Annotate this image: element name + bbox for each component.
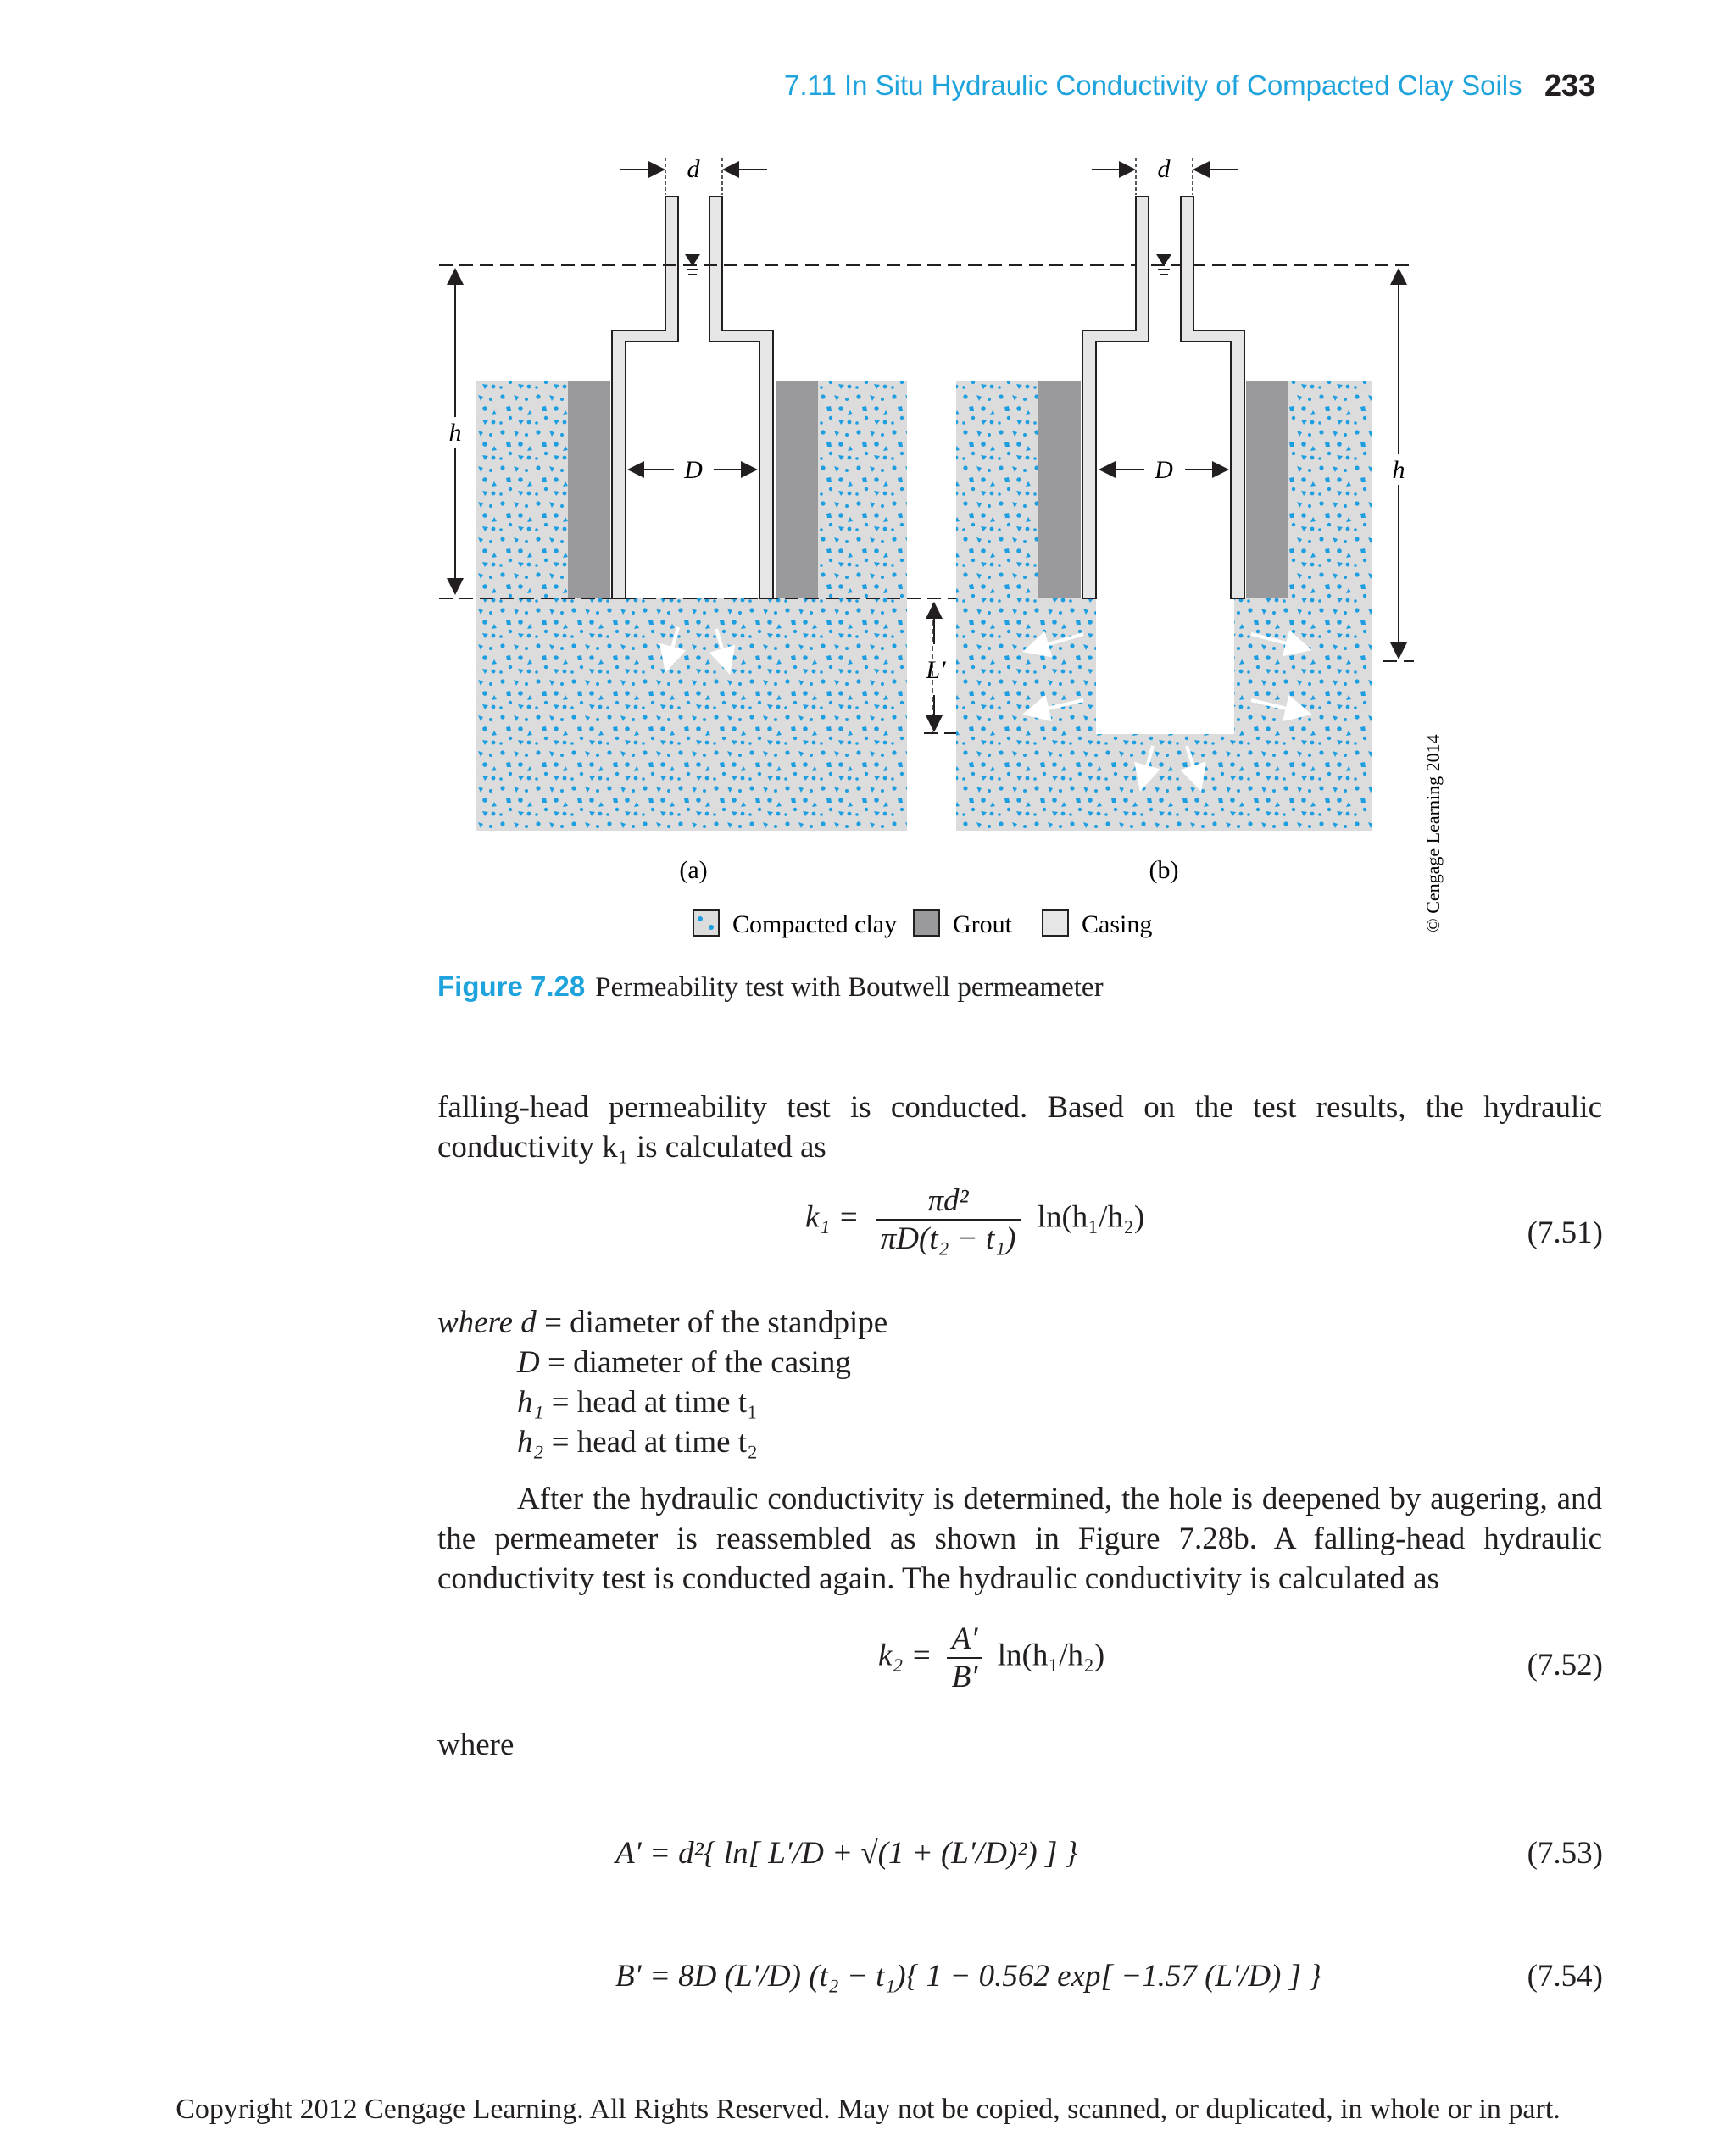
legend-casing: Casing [1082,910,1153,938]
def-symbol-D: D [517,1345,540,1380]
figure-legend [693,910,1152,938]
label-L-prime: L′ [926,656,946,684]
def-symbol-d: where d [437,1305,537,1340]
eq51-log-term: ln(h₁/h₂) [1037,1199,1145,1235]
def-symbol-h1: h₁ [517,1385,544,1420]
def-text-h1: = head at time t₁ [551,1385,758,1420]
label-h-left: h [448,419,462,447]
legend-grout: Grout [953,910,1012,938]
augered-hole-b [1096,598,1234,734]
eq52-lhs: k₂ = [878,1638,932,1673]
definition-D [517,1343,851,1382]
paragraph-1: falling-head permeability test is conducted. Based on the test results, the hydraulic conductivity k₁ is calculated as [437,1090,1602,1165]
equation-number-7-53: (7.53) [1527,1836,1603,1871]
equation-7-51 [805,1182,1144,1257]
eq51-lhs: k₁ = [805,1199,860,1235]
equation-number-7-51: (7.51) [1527,1215,1603,1250]
grout-a-left [568,381,610,598]
figure-number: Figure 7.28 [437,971,586,1002]
equation-7-53: A′ = d²{ ln[ L′/D + √(1 + (L′/D)²) ] } [615,1836,1078,1871]
panel-label-b: (b) [1149,856,1179,884]
equation-number-7-54: (7.54) [1527,1959,1603,1994]
paragraph-2: After the hydraulic conductivity is determined, the hole is deepened by augering, and the permeameter is reassembled as shown in Figure 7.28b. A falling-head hydraulic conductivity test is conducted again. The hydraulic conductivity is calculated as [437,1482,1602,1596]
panel-a-diagram [476,197,907,831]
eq52-denominator: B′ [951,1660,978,1694]
label-d-a: d [687,155,700,183]
def-symbol-h2: h₂ [517,1425,544,1460]
grout-a-right [776,381,818,598]
definition-h2 [517,1422,758,1462]
def-text-h2: = head at time t₂ [551,1425,758,1460]
where-label: where [437,1727,515,1762]
label-d-b: d [1157,155,1171,183]
label-D-b: D [1155,456,1173,484]
eq51-denominator: πD(t₂ − t₁) [880,1221,1016,1256]
legend-compacted-clay: Compacted clay [732,910,898,938]
page-number: 233 [1544,68,1596,103]
panel-label-a: (a) [679,856,708,884]
def-text-d: = diameter of the standpipe [544,1305,888,1340]
copyright-footer: Copyright 2012 Cengage Learning. All Rights Reserved. May not be copied, scanned, or duplicated, in whole or in part. [175,2094,1561,2125]
equation-7-54: B′ = 8D (L′/D) (t₂ − t₁){ 1 − 0.562 exp[ −1.57 (L′/D) ] } [615,1959,1322,1994]
definition-h1 [517,1382,758,1422]
eq52-numerator: A′ [947,1621,983,1659]
figure-caption [437,971,1104,1004]
figure-credit: © Cengage Learning 2014 [1422,734,1444,932]
def-text-D: = diameter of the casing [547,1345,851,1380]
equation-7-52 [878,1621,1104,1695]
boutwell-permeameter-figure [424,144,1475,958]
label-D-a: D [684,456,703,484]
panel-b-diagram [956,197,1372,831]
eq52-log-term: ln(h₁/h₂) [997,1638,1105,1673]
equation-number-7-52: (7.52) [1527,1648,1603,1683]
running-header: 7.11 In Situ Hydraulic Conductivity of Compacted Clay Soils [784,70,1522,101]
eq51-numerator: πd² [876,1182,1021,1221]
label-h-right: h [1392,456,1405,484]
definition-d [437,1303,887,1343]
grout-b-right [1246,381,1288,598]
figure-caption-text: Permeability test with Boutwell permeameter [595,972,1104,1003]
grout-b-left [1038,381,1081,598]
